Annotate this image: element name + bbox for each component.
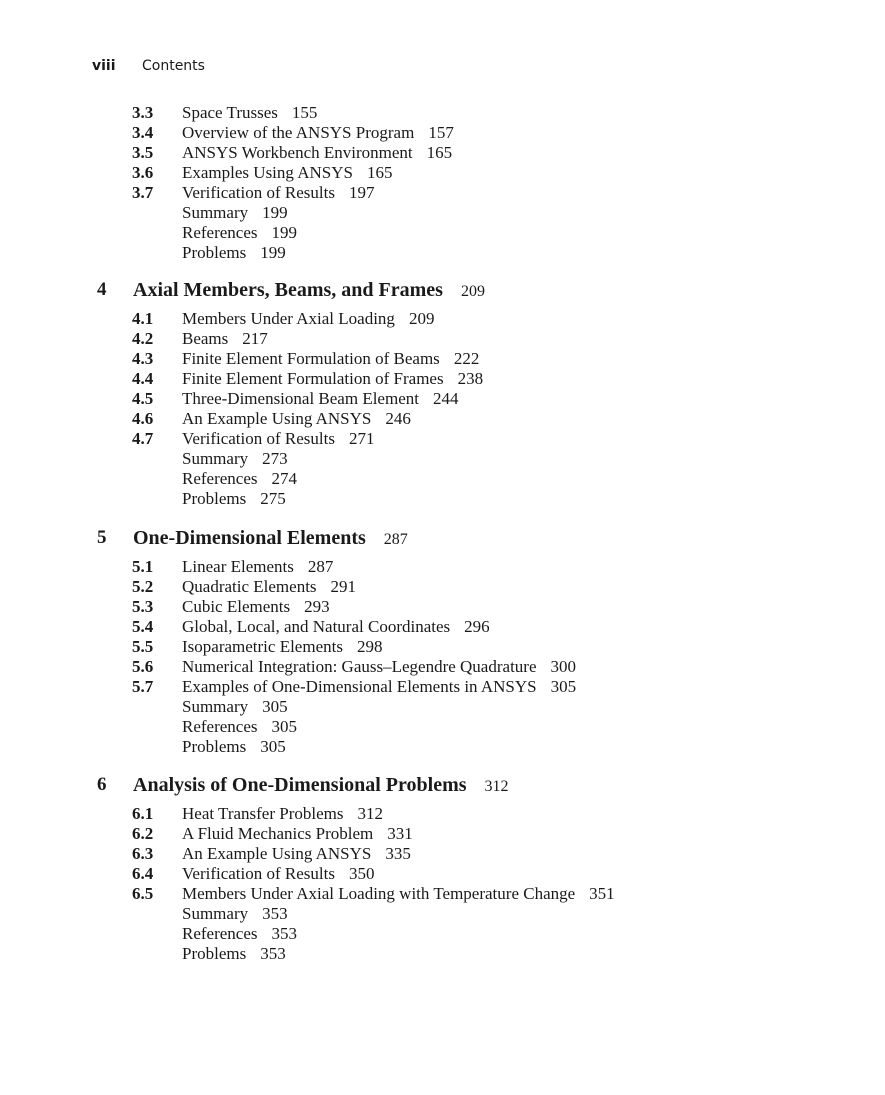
toc-entry[interactable] (0, 637, 885, 657)
chapter-number: 4 (97, 279, 107, 300)
entry-title: Summary (182, 203, 249, 222)
entry-text (182, 884, 615, 904)
entry-title: Cubic Elements (182, 597, 291, 616)
entry-text (182, 577, 356, 597)
section-number: 6.2 (132, 824, 154, 843)
toc-entry[interactable] (0, 309, 885, 329)
entry-page: 305 (260, 737, 286, 756)
entry-title: Beams (182, 329, 229, 348)
entry-title: Examples of One-Dimensional Elements in ANSYS (182, 677, 537, 696)
entry-title: Summary (182, 904, 249, 923)
toc-entry[interactable] (0, 163, 885, 183)
entry-text (182, 469, 297, 489)
chapter-title (133, 278, 485, 304)
toc-entry[interactable] (0, 657, 885, 677)
entry-title: References (182, 924, 258, 943)
section-number: 6.4 (132, 864, 154, 883)
toc-section (0, 773, 885, 964)
entry-title: Heat Transfer Problems (182, 804, 344, 823)
entry-text (182, 449, 288, 469)
section-number: 5.6 (132, 657, 154, 676)
entry-page: 350 (348, 864, 375, 883)
toc-entry[interactable] (0, 904, 885, 924)
entry-text (182, 389, 458, 409)
entry-title: Examples Using ANSYS (182, 163, 353, 182)
entry-title: Problems (182, 489, 247, 508)
entry-title: Summary (182, 449, 249, 468)
entry-page: 246 (385, 409, 411, 428)
section-number: 5.2 (132, 577, 154, 596)
chapter-heading[interactable] (0, 773, 885, 804)
chapter-number: 6 (97, 774, 107, 795)
chapter-number: 5 (97, 527, 107, 548)
entry-text (182, 223, 297, 243)
entry-text (182, 924, 297, 944)
entry-title: References (182, 717, 258, 736)
entry-page: 165 (366, 163, 393, 182)
chapter-title (133, 526, 408, 552)
chapter-heading[interactable] (0, 278, 885, 309)
entry-text (182, 349, 479, 369)
section-number: 5.7 (132, 677, 154, 696)
entry-page: 157 (428, 123, 454, 142)
entry-text (182, 103, 317, 123)
section-number: 6.3 (132, 844, 154, 863)
entry-title: Numerical Integration: Gauss–Legendre Quadrature (182, 657, 537, 676)
entry-text (182, 864, 374, 884)
entry-title: An Example Using ANSYS (182, 409, 372, 428)
page-folio: viii (92, 58, 116, 74)
entry-page: 353 (271, 924, 298, 943)
section-number: 4.7 (132, 429, 154, 448)
entry-text (182, 944, 286, 964)
entry-title: Quadratic Elements (182, 577, 317, 596)
entry-page: 305 (271, 717, 298, 736)
toc-entry[interactable] (0, 449, 885, 469)
section-number: 5.3 (132, 597, 154, 616)
toc-entry[interactable] (0, 243, 885, 263)
entry-text (182, 489, 286, 509)
entry-title: Problems (182, 737, 247, 756)
entry-page: 300 (550, 657, 576, 676)
toc-entry[interactable] (0, 103, 885, 123)
toc-entry[interactable] (0, 123, 885, 143)
entry-text (182, 183, 374, 203)
section-number: 3.4 (132, 123, 154, 142)
toc-section (0, 103, 885, 263)
section-number: 4.6 (132, 409, 154, 428)
toc-entry[interactable] (0, 489, 885, 509)
entry-title: Finite Element Formulation of Frames (182, 369, 444, 388)
entry-page: 238 (457, 369, 484, 388)
entry-page: 331 (387, 824, 413, 843)
entry-text (182, 163, 392, 183)
toc-entry[interactable] (0, 389, 885, 409)
entry-page: 199 (262, 203, 288, 222)
section-number: 5.4 (132, 617, 154, 636)
entry-title: Members Under Axial Loading (182, 309, 395, 328)
toc-entry[interactable] (0, 223, 885, 243)
entry-page: 298 (356, 637, 383, 656)
entry-title: Problems (182, 944, 247, 963)
toc-entry[interactable] (0, 677, 885, 697)
section-number: 4.3 (132, 349, 154, 368)
chapter-title-text: One-Dimensional Elements (133, 527, 366, 549)
chapter-heading[interactable] (0, 526, 885, 557)
section-number: 4.1 (132, 309, 154, 328)
entry-page: 222 (453, 349, 480, 368)
toc-entry[interactable] (0, 844, 885, 864)
toc-entry[interactable] (0, 864, 885, 884)
entry-page: 312 (357, 804, 383, 823)
toc-section (0, 278, 885, 509)
entry-page: 217 (242, 329, 268, 348)
section-number: 6.1 (132, 804, 154, 823)
chapter-title-text: Axial Members, Beams, and Frames (133, 279, 443, 301)
running-head-title: Contents (141, 58, 205, 74)
chapter-page: 209 (460, 283, 485, 300)
entry-page: 291 (330, 577, 357, 596)
chapter-title-text: Analysis of One-Dimensional Problems (133, 774, 467, 796)
toc-entry[interactable] (0, 717, 885, 737)
entry-title: Verification of Results (182, 429, 335, 448)
toc-entry[interactable] (0, 349, 885, 369)
entry-page: 305 (262, 697, 288, 716)
entry-text (182, 637, 382, 657)
chapter-page: 312 (484, 778, 509, 795)
entry-title: References (182, 469, 258, 488)
entry-text (182, 844, 411, 864)
toc-entry[interactable] (0, 824, 885, 844)
entry-text (182, 657, 576, 677)
entry-text (182, 737, 286, 757)
entry-text (182, 429, 374, 449)
section-number: 6.5 (132, 884, 154, 903)
toc-entry[interactable] (0, 469, 885, 489)
entry-text (182, 369, 483, 389)
toc-entry[interactable] (0, 804, 885, 824)
entry-title: Three-Dimensional Beam Element (182, 389, 419, 408)
section-number: 5.1 (132, 557, 154, 576)
entry-page: 293 (304, 597, 330, 616)
entry-text (182, 243, 286, 263)
entry-page: 273 (262, 449, 288, 468)
entry-text (182, 597, 330, 617)
entry-text (182, 717, 297, 737)
toc-entry[interactable] (0, 369, 885, 389)
entry-page: 244 (432, 389, 459, 408)
entry-text (182, 904, 288, 924)
running-head (92, 58, 205, 74)
entry-page: 335 (385, 844, 411, 863)
toc-entry[interactable] (0, 944, 885, 964)
toc-entry[interactable] (0, 697, 885, 717)
entry-title: Overview of the ANSYS Program (182, 123, 415, 142)
entry-text (182, 677, 576, 697)
entry-text (182, 804, 383, 824)
toc-entry[interactable] (0, 884, 885, 904)
entry-title: Summary (182, 697, 249, 716)
entry-title: References (182, 223, 258, 242)
entry-page: 199 (260, 243, 286, 262)
entry-text (182, 329, 268, 349)
entry-page: 199 (271, 223, 298, 242)
entry-page: 209 (408, 309, 435, 328)
entry-title: ANSYS Workbench Environment (182, 143, 413, 162)
section-number: 3.5 (132, 143, 154, 162)
toc-entry[interactable] (0, 617, 885, 637)
entry-page: 165 (426, 143, 453, 162)
toc-entry[interactable] (0, 143, 885, 163)
entry-title: Verification of Results (182, 864, 335, 883)
entry-text (182, 409, 411, 429)
entry-text (182, 143, 452, 163)
toc-entry[interactable] (0, 429, 885, 449)
entry-title: An Example Using ANSYS (182, 844, 372, 863)
entry-text (182, 203, 288, 223)
section-number: 3.6 (132, 163, 154, 182)
section-number: 3.3 (132, 103, 154, 122)
section-number: 5.5 (132, 637, 154, 656)
toc-entry[interactable] (0, 924, 885, 944)
entry-text (182, 697, 288, 717)
toc-entry[interactable] (0, 183, 885, 203)
toc-entry[interactable] (0, 597, 885, 617)
entry-text (182, 824, 413, 844)
entry-title: Verification of Results (182, 183, 335, 202)
toc-entry[interactable] (0, 203, 885, 223)
entry-text (182, 309, 434, 329)
entry-page: 274 (271, 469, 298, 488)
chapter-title (133, 773, 509, 799)
entry-page: 353 (262, 904, 288, 923)
entry-page: 353 (260, 944, 286, 963)
entry-title: Isoparametric Elements (182, 637, 343, 656)
entry-page: 351 (589, 884, 615, 903)
entry-page: 296 (464, 617, 490, 636)
toc-section (0, 526, 885, 757)
section-number: 4.4 (132, 369, 154, 388)
entry-page: 271 (348, 429, 375, 448)
entry-title: Problems (182, 243, 247, 262)
entry-page: 155 (291, 103, 318, 122)
entry-page: 287 (307, 557, 334, 576)
chapter-page: 287 (383, 531, 408, 548)
entry-page: 197 (348, 183, 375, 202)
toc-entry[interactable] (0, 577, 885, 597)
entry-page: 275 (260, 489, 286, 508)
section-number: 4.5 (132, 389, 154, 408)
entry-text (182, 557, 333, 577)
toc-entry[interactable] (0, 557, 885, 577)
entry-title: Members Under Axial Loading with Temperature Change (182, 884, 576, 903)
entry-text (182, 617, 490, 637)
entry-page: 305 (550, 677, 577, 696)
section-number: 3.7 (132, 183, 154, 202)
entry-title: Linear Elements (182, 557, 294, 576)
toc-entry[interactable] (0, 737, 885, 757)
entry-title: Space Trusses (182, 103, 278, 122)
toc-entry[interactable] (0, 329, 885, 349)
entry-title: Global, Local, and Natural Coordinates (182, 617, 451, 636)
entry-title: Finite Element Formulation of Beams (182, 349, 440, 368)
entry-text (182, 123, 454, 143)
entry-title: A Fluid Mechanics Problem (182, 824, 374, 843)
toc-entry[interactable] (0, 409, 885, 429)
section-number: 4.2 (132, 329, 154, 348)
